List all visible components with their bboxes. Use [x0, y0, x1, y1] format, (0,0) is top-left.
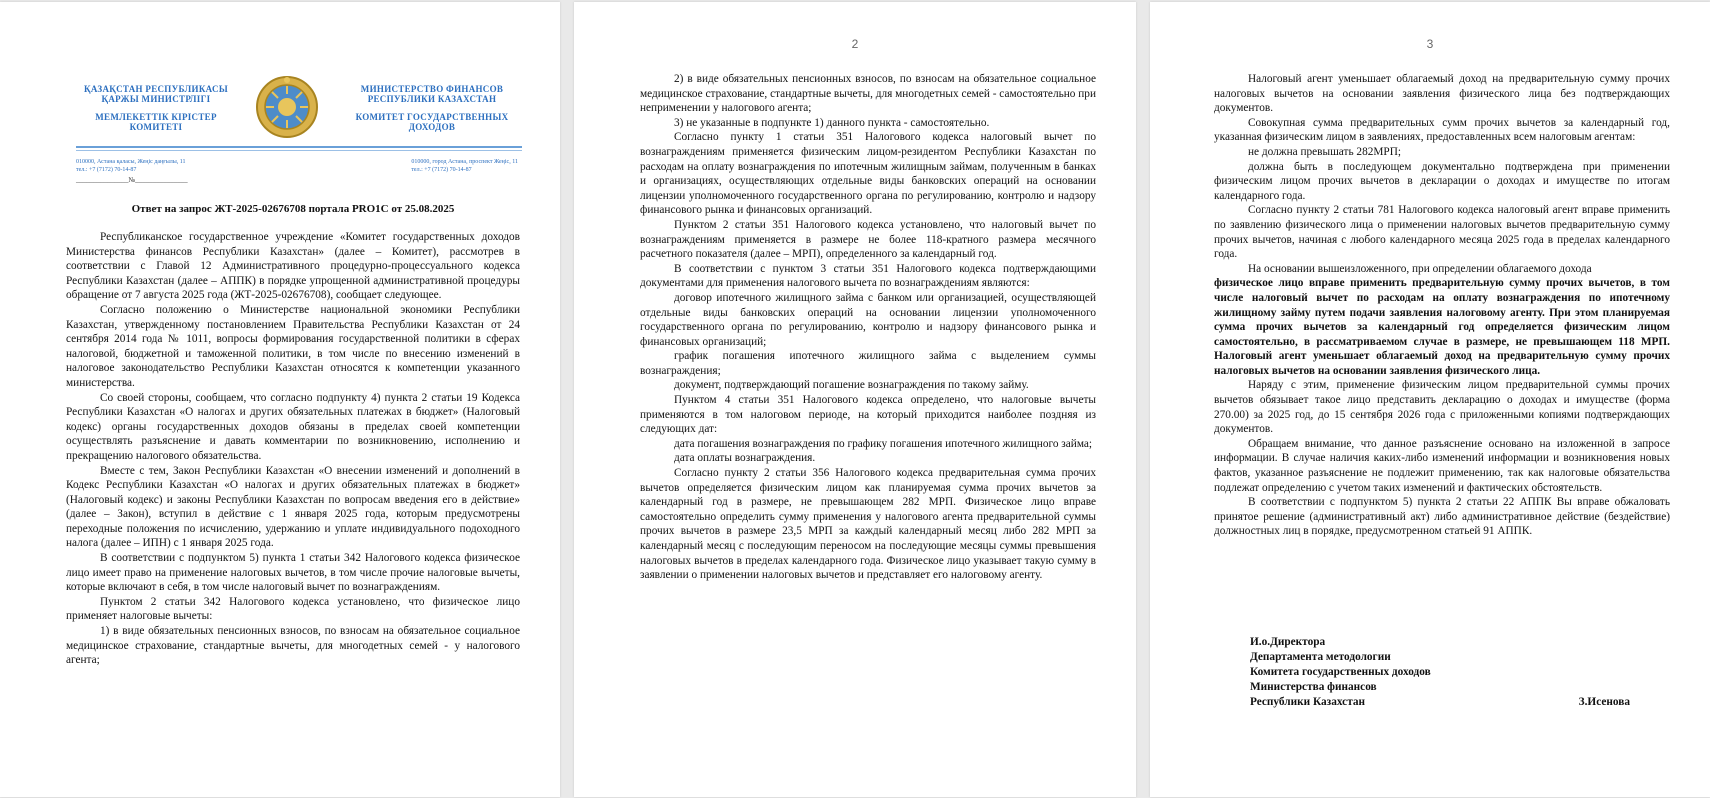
- paragraph: Вместе с тем, Закон Республики Казахстан «О внесении изменений и дополнений в Кодекс Республики Казахстан «О налогах и других обязательных платежах в бюджет» (Налоговый кодекс) и законы Республики Казахстан по вопросам введения его в действие» (далее – Закон), вступил в действие с 1 января 2025 года, которым предусмотрены переходные положения по исчислению, удержанию и уплате индивидуального подоходного налога (далее – ИПН) с 1 января 2025 года.: [66, 464, 520, 550]
- paragraph: 3) не указанные в подпункте 1) данного пункта - самостоятельно.: [674, 116, 990, 129]
- paragraph: документ, подтверждающий погашение вознаграждения по такому займу.: [674, 379, 1029, 392]
- paragraph: график погашения ипотечного жилищного займа с выделением суммы вознаграждения;: [640, 350, 1096, 377]
- org-line: МЕМЛЕКЕТТІК КІРІСТЕР: [95, 112, 217, 122]
- paragraph: Пунктом 2 статьи 351 Налогового кодекса установлено, что налоговый вычет по вознаграждениям применяется в размере не более 118-кратного размера месячного расчетного показателя (далее – МРП), определенного за календарный год.: [640, 218, 1096, 261]
- signature-line: Комитета государственных доходов: [1250, 666, 1431, 678]
- page-3-body: [1214, 72, 1670, 539]
- paragraph: Со своей стороны, сообщаем, что согласно подпункту 4) пункта 2 статьи 19 Кодекса Республики Казахстан «О налогах и других обязательных платежах в бюджет» (Налоговый кодекс) органы государственных доходов обязаны в пределах своей компетенции осуществлять разъяснение и давать комментарии по возникновению, исполнению и прекращению налогового обязательства.: [66, 391, 520, 462]
- org-line: ҚАРЖЫ МИНИСТРЛІГІ: [101, 94, 211, 104]
- page-number: 3: [1426, 37, 1434, 51]
- paragraph: Согласно пункту 1 статьи 351 Налогового кодекса налоговый вычет по вознаграждениям применяется физическим лицом-резидентом Республики Казахстан по расходам на оплату вознаграждения по ипотечным жилищным займам, полученным в банках и организациях, осуществляющих отдельные виды банковских операций на основании лицензии уполномоченного государственного органа по регулированию, контролю и надзору финансового рынка и финансовых организаций.: [640, 131, 1096, 217]
- paragraph: Согласно положению о Министерстве национальной экономики Республики Казахстан, утвержденному постановлением Правительства Республики Казахстан от 24 сентября 2014 года № 1011, вопросы формирования государственной политики в сферах налоговой, бюджетной и таможенной политики, в том числе по внесению изменений в налоговое законодательство Республики Казахстан относятся к компетенции указанного министерства.: [66, 303, 520, 389]
- paragraph: Обращаем внимание, что данное разъяснение основано на изложенной в запросе информации. В случае наличия каких-либо изменений информации и возникновения новых фактов, указанное разъяснение не подлежит применению, так как налоговые обязательства подлежат определению с учетом таких изменений и фактических обстоятельств.: [1214, 437, 1670, 494]
- paragraph: Республиканское государственное учреждение «Комитет государственных доходов Министерства финансов Республики Казахстан» (далее – Комитет), рассмотрев в соответствии с Главой 12 Административного процедурно-процессуального кодекса Республики Казахстан (далее – АППК) в порядке упрощенной административной процедуры обращение от 7 августа 2025 года (ЖТ-2025-02676708), сообщает следующее.: [66, 231, 520, 302]
- paragraph: 2) в виде обязательных пенсионных взносов, по взносам на обязательное социальное медицинское страхование, стандартные вычеты, для многодетных семей - самостоятельно при неприменении у налогового агента;: [640, 73, 1096, 115]
- paragraph: Совокупная сумма предварительных сумм прочих вычетов за календарный год, указанная физическим лицом в заявлениях, предоставленных всем налоговым агентам:: [1214, 116, 1670, 144]
- page-1-body: [66, 230, 520, 668]
- paragraph: 1) в виде обязательных пенсионных взносов, по взносам на обязательное социальное медицинское страхование, стандартные вычеты, для многодетных семей - у налогового агента;: [66, 625, 520, 667]
- letterhead-right: [342, 84, 522, 132]
- org-line: РЕСПУБЛИКИ КАЗАХСТАН: [367, 94, 497, 104]
- signature-line: Республики Казахстан: [1250, 696, 1366, 708]
- signature-block: [1250, 635, 1630, 710]
- document-page-3: [1150, 2, 1710, 797]
- registration-line: _______________№_______________: [76, 176, 188, 184]
- paragraph: На основании вышеизложенного, при определении облагаемого дохода: [1248, 262, 1592, 275]
- signature-line: Министерства финансов: [1250, 681, 1377, 693]
- signatory-name: З.Исенова: [1578, 696, 1630, 708]
- page-number: 2: [851, 37, 859, 51]
- org-line: КОМИТЕТІ: [129, 122, 183, 132]
- org-line: КОМИТЕТ ГОСУДАРСТВЕННЫХ: [355, 112, 509, 122]
- org-line: ДОХОДОВ: [408, 122, 456, 132]
- paragraph: дата оплаты вознаграждения.: [674, 452, 816, 465]
- paragraph: договор ипотечного жилищного займа с банком или организацией, осуществляющей отдельные виды банковских операций на основании лицензии уполномоченного государственного органа по регулированию, контролю и надзору финансового рынка и финансовых организаций;: [640, 291, 1096, 348]
- paragraph: не должна превышать 282МРП;: [1248, 145, 1401, 158]
- address-right: 010000, город Астана, проспект Жеңіс, 11 тел.: +7 (7172) 70-14-87: [411, 159, 518, 173]
- page-2-body: [640, 72, 1096, 583]
- address-left: 010000, Астана қаласы, Жеңіс даңғылы, 11 тел.: +7 (7172) 70-14-87: [76, 159, 186, 173]
- paragraph: В соответствии с пунктом 3 статьи 351 Налогового кодекса подтверждающими документами для применения налогового вычета по вознаграждениям являются:: [640, 262, 1096, 290]
- paragraph-bold: физическое лицо вправе применить предварительную сумму прочих вычетов, в том числе налоговый вычет по расходам на оплату вознаграждения по ипотечному жилищному займу путем подачи заявления налоговому агенту. При этом планируемая сумма прочих вычетов за календарный год определяется физическим лицом самостоятельно, в рассматриваемом случае в размере, не превышающем 118 МРП. Налоговый агент уменьшает облагаемый доход на предварительную сумму прочих налоговых вычетов на основании заявления физического лица.: [1214, 277, 1670, 377]
- paragraph: В соответствии с подпунктом 5) пункта 1 статьи 342 Налогового кодекса физическое лицо имеет право на применение налоговых вычетов, в том числе прочие налоговые вычеты, которые включают в себя, в том числе налоговый вычет по вознаграждениям.: [66, 552, 520, 594]
- paragraph: Налоговый агент уменьшает облагаемый доход на предварительную сумму прочих налоговых вычетов на основании заявления физического лица без подтверждающих документов.: [1214, 73, 1670, 115]
- header-rule: [76, 150, 522, 151]
- org-line: ҚАЗАҚСТАН РЕСПУБЛИКАСЫ: [84, 84, 228, 94]
- paragraph: дата погашения вознаграждения по графику погашения ипотечного жилищного займа;: [674, 437, 1093, 450]
- letterhead-left: [66, 84, 246, 132]
- paragraph: Пунктом 2 статьи 342 Налогового кодекса установлено, что физическое лицо применяет налоговые вычеты:: [66, 595, 520, 623]
- header-rule: [76, 146, 522, 148]
- letterhead: [66, 84, 522, 184]
- paragraph: должна быть в последующем документально подтверждена при применении физическим лицом прочих вычетов в декларации о доходах и имуществе по итогам календарного года.: [1214, 160, 1670, 202]
- paragraph: Согласно пункту 2 статьи 356 Налогового кодекса предварительная сумма прочих вычетов определяется физическим лицом как планируемая сумма прочих вычетов за календарный год в размере, не превышающем 282 МРП. Физическое лицо вправе самостоятельно определить сумму применения у налогового агента предварительной суммы прочих вычетов в размере 23,5 МРП за каждый календарный месяц либо 282 МРП за календарный месяц с последующим переносом на последующие месяцы суммы превышения налоговых вычетов в пределах календарного года. Физическое лицо указывает такую сумму в заявлении о применении налоговых вычетов и представляет его налоговому агенту.: [640, 467, 1096, 582]
- paragraph: Наряду с этим, применение физическим лицом предварительной суммы прочих вычетов обязывает такое лицо представить декларацию о доходах и имуществе (форма 270.00) за 2025 год, до 15 сентября 2026 года с приложенными копиями подтверждающих документов.: [1214, 379, 1670, 436]
- document-page-1: [0, 2, 560, 797]
- document-page-2: [574, 2, 1136, 797]
- paragraph: Пунктом 4 статьи 351 Налогового кодекса определено, что налоговые вычеты применяются в том налоговом периоде, на который приходится наиболее поздняя из следующих дат:: [640, 394, 1096, 436]
- paragraph: В соответствии с подпунктом 5) пункта 2 статьи 22 АППК Вы вправе обжаловать принятое решение (административный акт) либо административное действие (бездействие) должностных лиц в порядке, предусмотренном статьей 91 АППК.: [1214, 496, 1670, 538]
- signature-line: Департамента методологии: [1250, 651, 1391, 663]
- org-line: МИНИСТЕРСТВО ФИНАНСОВ: [360, 84, 504, 94]
- kazakhstan-emblem-icon: [254, 74, 320, 140]
- document-title: Ответ на запрос ЖТ-2025-02676708 портала PRO1C от 25.08.2025: [131, 203, 455, 215]
- paragraph: Согласно пункту 2 статьи 781 Налогового кодекса налоговый агент вправе применить по заявлению физического лица о применении налоговых вычетов предварительную сумму прочих вычетов, начиная с любого календарного месяца 2025 года в пределах календарного года.: [1214, 204, 1670, 261]
- signature-line: И.о.Директора: [1250, 636, 1326, 648]
